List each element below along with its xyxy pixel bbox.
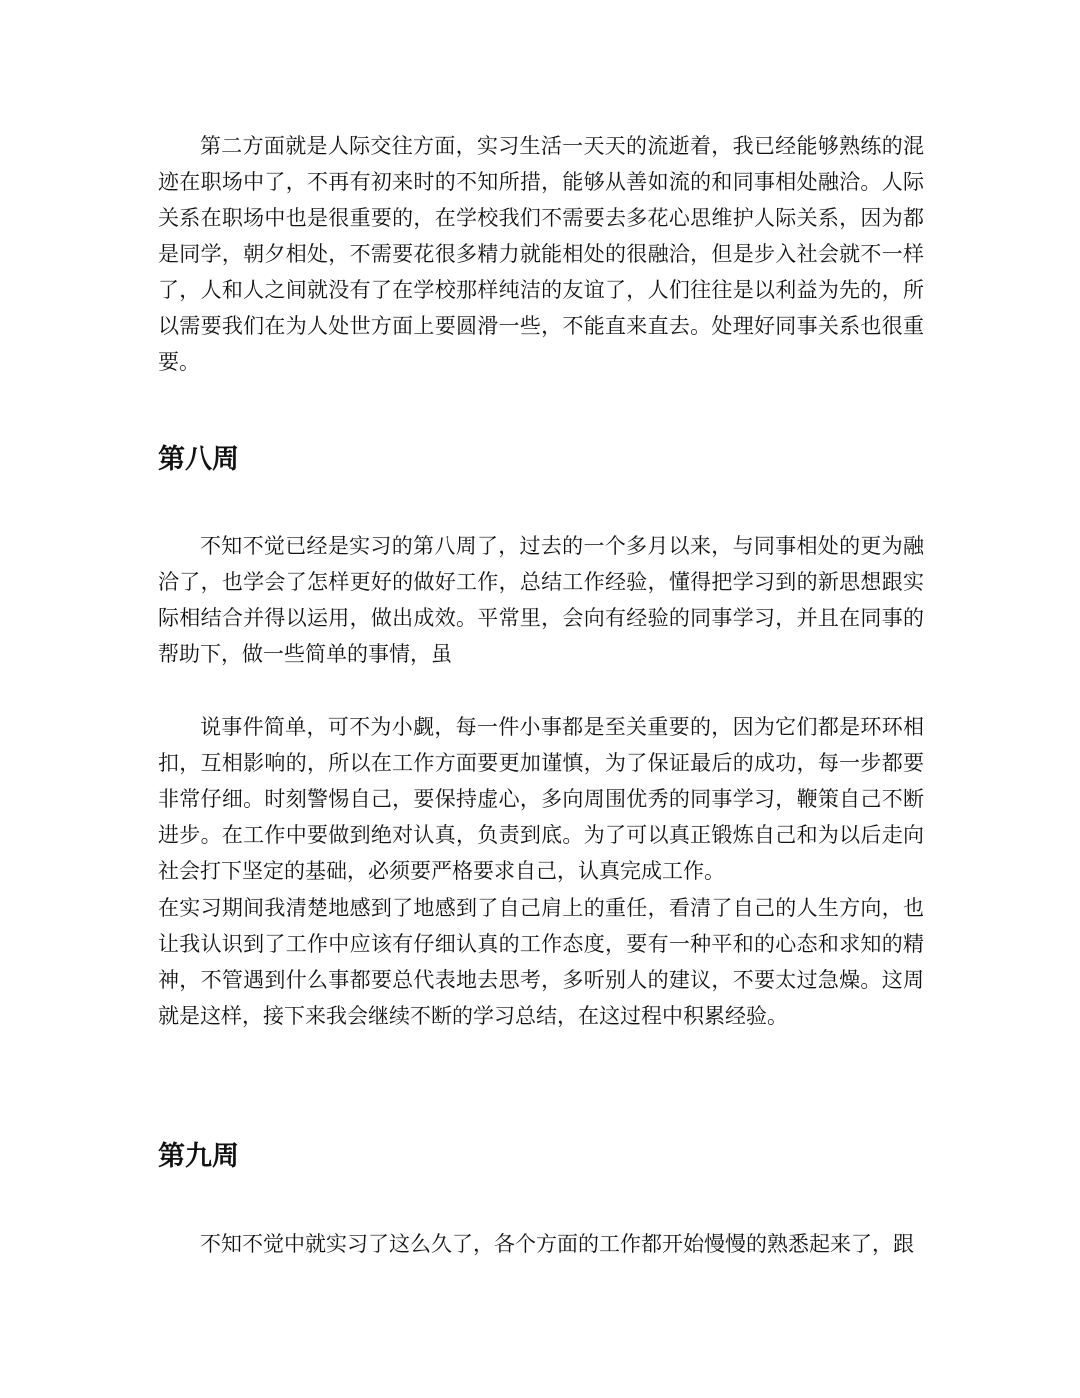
interpersonal-paragraph: 第二方面就是人际交往方面，实习生活一天天的流逝着，我已经能够熟练的混迹在职场中了，不再有初来时的不知所措，能够从善如流的和同事相处融洽。人际关系在职场中也是很重要的，在学校我们不需要去多花心思维护人际关系，因为都是同学，朝夕相处，不需要花很多精力就能相处的很融洽，但是步入社会就不一样了，人和人之间就没有了在学校那样纯洁的友谊了，人们往往是以利益为先的，所以需要我们在为人处世方面上要圆滑一些，不能直来直去。处理好同事关系也很重要。: [158, 134, 924, 374]
week-9-heading: 第九周: [158, 1141, 239, 1172]
week-9-paragraph-1: 不知不觉中就实习了这么久了，各个方面的工作都开始慢慢的熟悉起来了，跟: [200, 1232, 914, 1256]
week-8-heading: 第八周: [158, 444, 239, 475]
week-8-paragraph-2: 说事件简单，可不为小觑，每一件小事都是至关重要的，因为它们都是环环相扣，互相影响的，所以在工作方面要更加谨慎，为了保证最后的成功，每一步都要非常仔细。时刻警惕自己，要保持虚心，多向周围优秀的同事学习，鞭策自己不断进步。在工作中要做到绝对认真，负责到底。为了可以真正锻炼自己和为以后走向社会打下坚定的基础，必须要严格要求自己，认真完成工作。: [158, 715, 924, 883]
week-8-paragraph-3: 在实习期间我清楚地感到了地感到了自己肩上的重任，看清了自己的人生方向，也让我认识到了工作中应该有仔细认真的工作态度，要有一种平和的心态和求知的精神，不管遇到什么事都要总代表地去思考，多听别人的建议，不要太过急燥。这周就是这样，接下来我会继续不断的学习总结，在这过程中积累经验。: [158, 896, 924, 1028]
week-8-paragraph-1: 不知不觉已经是实习的第八周了，过去的一个多月以来，与同事相处的更为融洽了，也学会了怎样更好的做好工作，总结工作经验，懂得把学习到的新思想跟实际相结合并得以运用，做出成效。平常里，会向有经验的同事学习，并且在同事的帮助下，做一些简单的事情，虽: [158, 534, 924, 666]
